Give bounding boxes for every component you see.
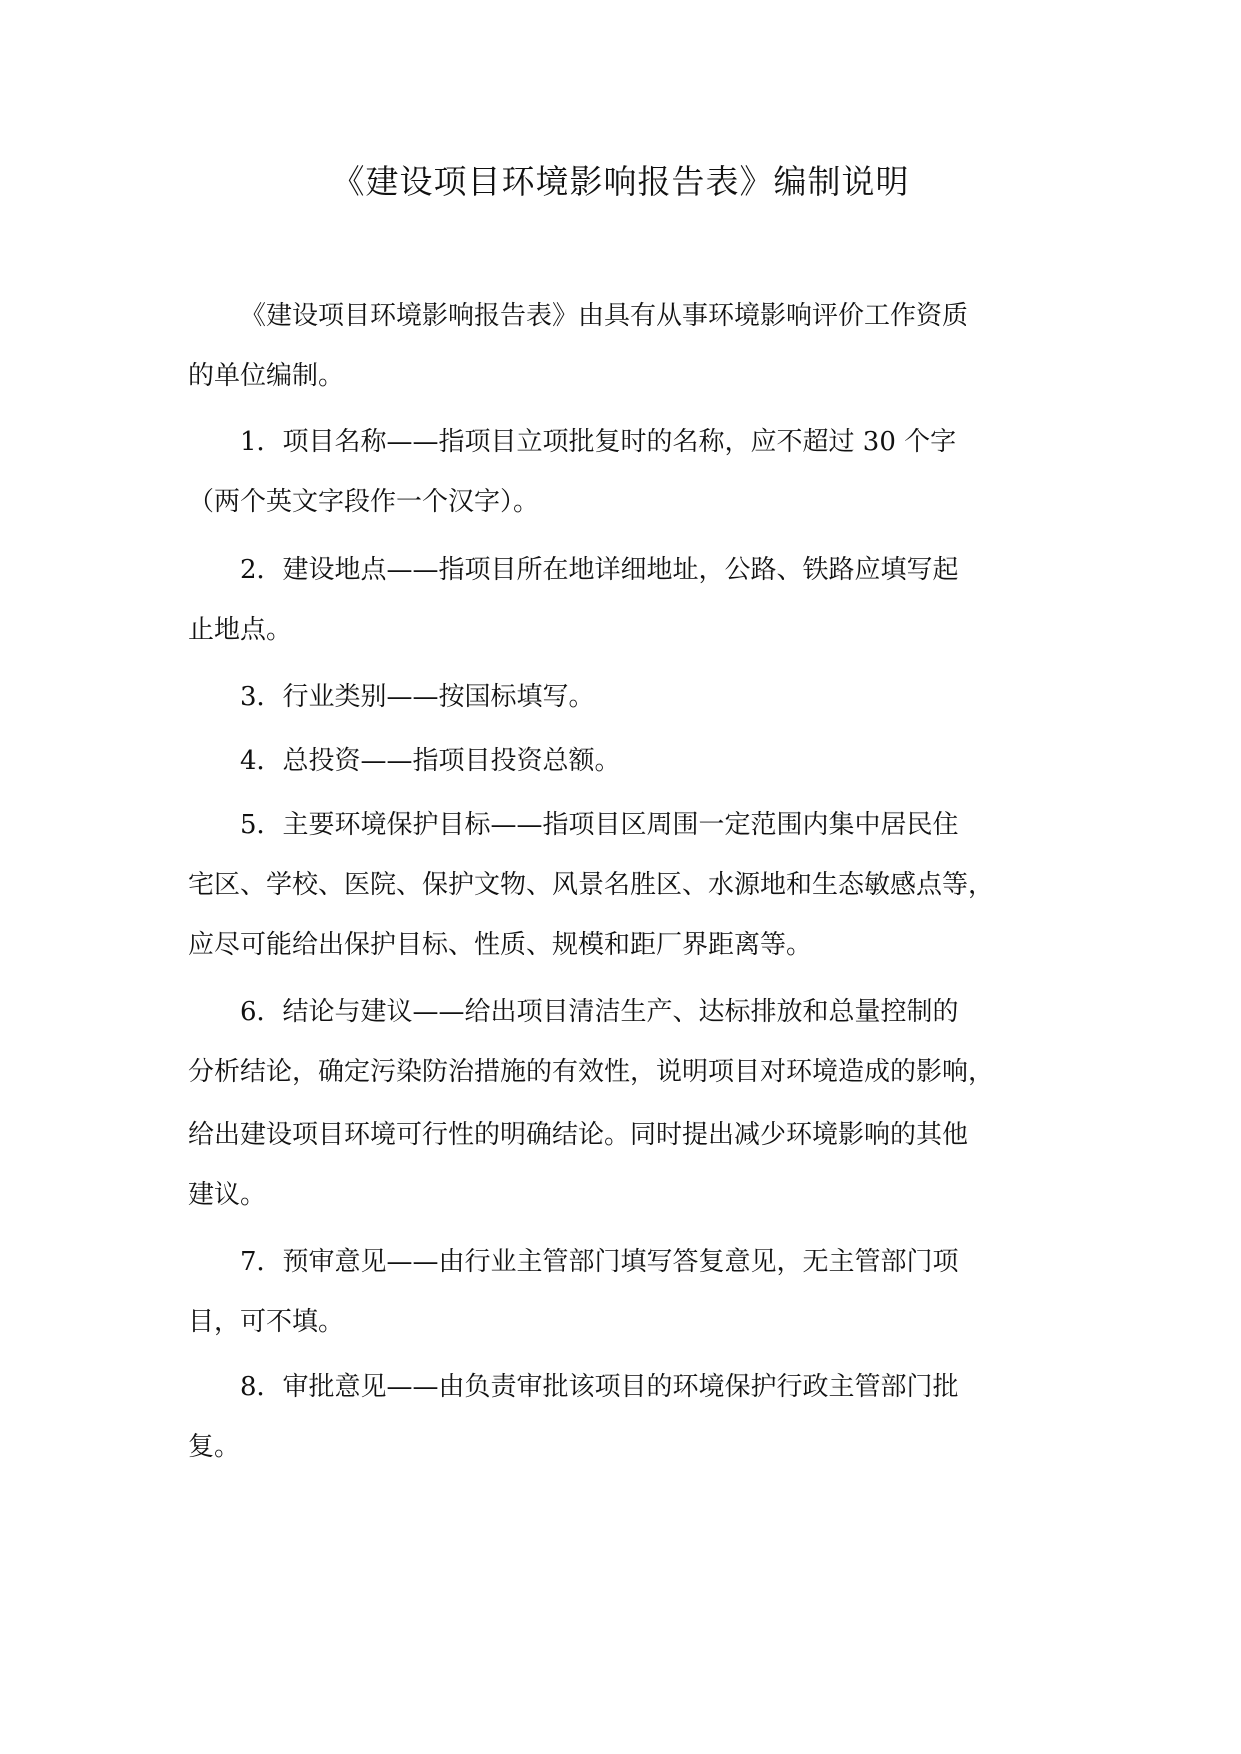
item-6-line-3: 给出建设项目环境可行性的明确结论。同时提出减少环境影响的其他 [188,1120,969,1150]
item-5-line-1: 5．主要环境保护目标——指项目区周围一定范围内集中居民住 [240,810,959,840]
intro-line-2: 的单位编制。 [188,361,345,391]
item-1-line-2: （两个英文字段作一个汉字）。 [188,487,540,517]
item-2-line-1: 2．建设地点——指项目所在地详细地址，公路、铁路应填写起 [240,555,959,585]
item-5-line-2: 宅区、学校、医院、保护文物、风景名胜区、水源地和生态敏感点等， [188,870,995,900]
item-8-line-2: 复。 [188,1432,241,1462]
item-7-line-2: 目，可不填。 [188,1307,345,1337]
item-6-line-4: 建议。 [188,1180,267,1210]
page-title: 《建设项目环境影响报告表》编制说明 [331,162,910,201]
item-4-line-1: 4．总投资——指项目投资总额。 [240,746,621,776]
item-1-line-1: 1．项目名称——指项目立项批复时的名称，应不超过 30 个字 [240,427,957,457]
item-5-line-3: 应尽可能给出保护目标、性质、规模和距厂界距离等。 [188,930,813,960]
item-8-line-1: 8．审批意见——由负责审批该项目的环境保护行政主管部门批 [240,1372,959,1402]
item-3-line-1: 3．行业类别——按国标填写。 [240,682,595,712]
intro-line-1: 《建设项目环境影响报告表》由具有从事环境影响评价工作资质 [240,301,969,331]
item-2-line-2: 止地点。 [188,615,293,645]
item-7-line-1: 7．预审意见——由行业主管部门填写答复意见，无主管部门项 [240,1247,959,1277]
item-6-line-2: 分析结论，确定污染防治措施的有效性，说明项目对环境造成的影响， [188,1057,995,1087]
item-6-line-1: 6．结论与建议——给出项目清洁生产、达标排放和总量控制的 [240,997,959,1027]
